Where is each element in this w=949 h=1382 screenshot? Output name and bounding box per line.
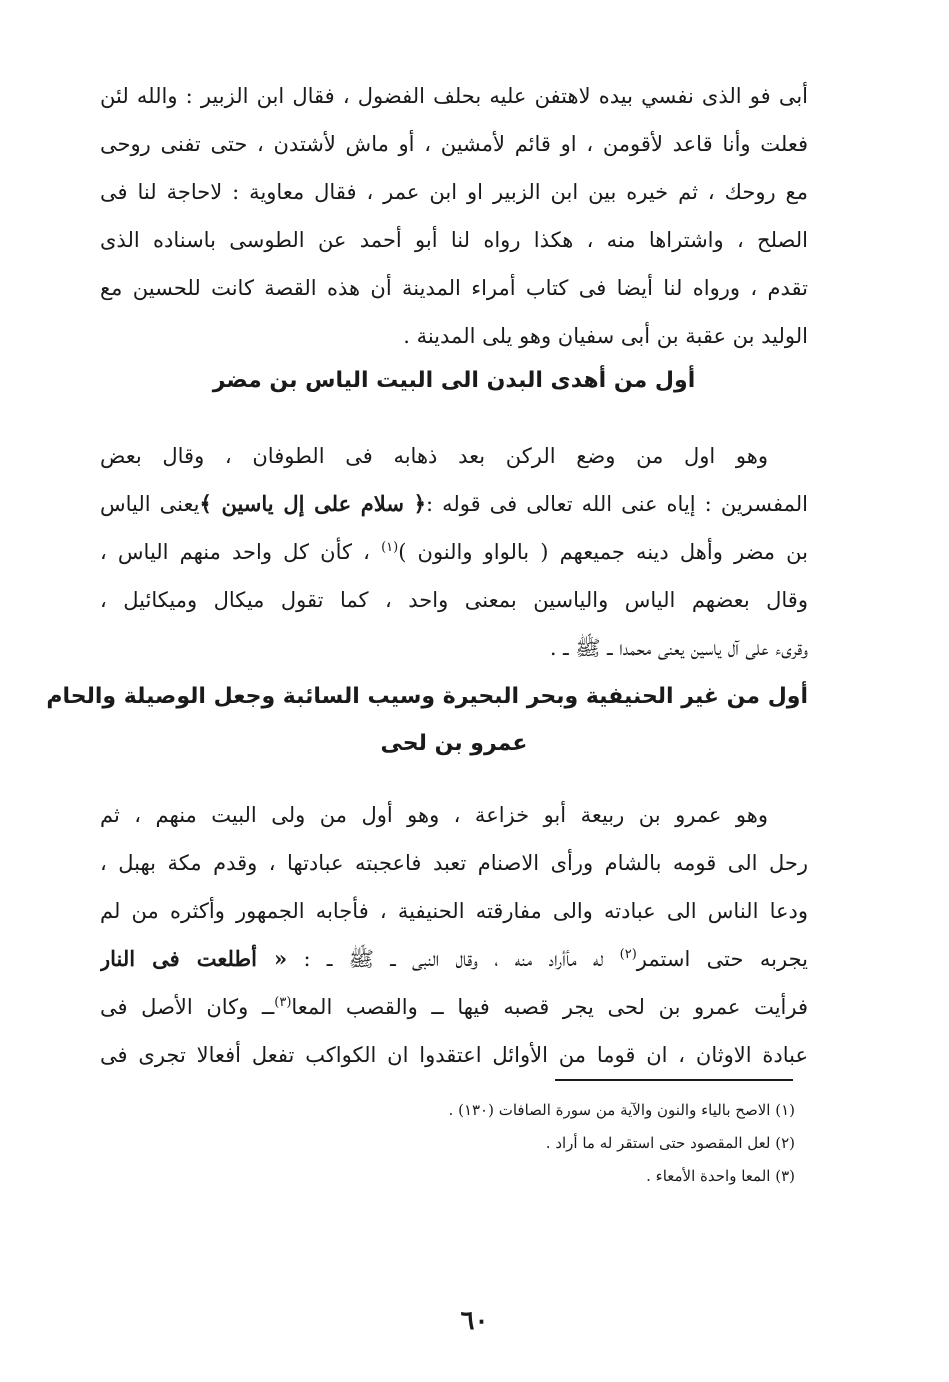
paragraph-1-line: الوليد بن عقبة بن أبى سفيان وهو يلى المدينة .: [403, 324, 808, 348]
section-heading-amr-line-1: أول من غير الحنيفية وبحر البحيرة وسيب السائبة وجعل الوصيلة والحام: [46, 684, 808, 709]
footnote-divider: [555, 1079, 793, 1081]
paragraph-3-line: [100, 935, 808, 983]
footnote-2: (٢) لعل المقصود حتى استقر له ما أراد .: [545, 1134, 795, 1152]
paragraph-3-line: [100, 983, 808, 1031]
text-run: له مأأراد منه ، وقال النبى ــ ﷺ ــ :: [303, 947, 604, 971]
paragraph-2-line: وقال بعضهم الياس والياسين بمعنى واحد ، كما تقول ميكال وميكائيل ،: [100, 588, 808, 612]
paragraph-1: [100, 72, 808, 360]
text-run: المفسرين : إياه عنى الله تعالى فى قوله :: [425, 492, 808, 516]
text-run: يجربه حتى استمر: [636, 947, 808, 971]
section-heading-ilyas: أول من أهدى البدن الى البيت الياس بن مضر: [212, 368, 696, 393]
paragraph-2-line: وقرىء على آل ياسين يعنى محمدا ــ ﷺ ــ .: [549, 636, 808, 660]
paragraph-3-line: رحل الى قومه بالشام ورأى الاصنام تعبد فاعجبته عبادتها ، وقدم مكة بهبل ،: [100, 851, 808, 875]
quran-quote: ﴿ سلام على إل ياسين ﴾: [199, 491, 426, 516]
paragraph-1-line: الصلح ، واشتراها منه ، هكذا رواه لنا أبو أحمد عن الطوسى باسناده الذى: [100, 228, 808, 252]
page-number: ٦٠: [460, 1306, 489, 1336]
footnote-ref-3[interactable]: (٣): [274, 995, 292, 1010]
footnote-ref-2[interactable]: (٢): [619, 947, 637, 962]
footnote-3: (٣) المعا واحدة الأمعاء .: [646, 1167, 795, 1185]
paragraph-3-line: عبادة الاوثان ، ان قوما من الأوائل اعتقدوا ان الكواكب تفعل أفعالا تجرى فى: [100, 1043, 808, 1067]
footnote-ref-1[interactable]: (١): [381, 540, 399, 555]
paragraph-1-line: مع روحك ، ثم خيره بين ابن الزبير او ابن عمر ، فقال معاوية : لاحاجة لنا فى: [100, 180, 808, 204]
paragraph-2-line: وهو اول من وضع الركن بعد ذهابه فى الطوفان ، وقال بعض: [100, 444, 768, 468]
text-run: فرأيت عمرو بن لحى يجر قصبه فيها ــ والقصب المعا: [291, 995, 808, 1019]
section-heading-amr-line-2: عمرو بن لحى: [380, 731, 528, 756]
footnote-1: (١) الاصح بالياء والنون والآية من سورة الصافات (١٣٠) .: [448, 1101, 795, 1119]
paragraph-1-line: فعلت وأنا قاعد لأقومن ، او قائم لأمشين ، أو ماش لأشتدن ، حتى تفنى روحى: [100, 132, 808, 156]
text-run: ــ وكان الأصل فى: [100, 995, 275, 1019]
paragraph-3: [100, 791, 808, 1079]
paragraph-1-line: تقدم ، ورواه لنا أيضا فى كتاب أمراء المدينة أن هذه القصة كانت للحسين مع: [100, 276, 808, 300]
paragraph-3-line: ودعا الناس الى عبادته والى مفارقته الحنيفية ، فأجابه الجمهور وأكثره من لم: [100, 899, 808, 923]
footnotes: [300, 1094, 795, 1193]
text-run: بن مضر وأهل دينه جميعهم ( بالواو والنون ): [398, 540, 808, 564]
paragraph-1-line: أبى فو الذى نفسي بيده لاهتفن عليه بحلف الفضول ، فقال ابن الزبير : والله لئن: [100, 84, 808, 108]
hadith-quote: « أطلعت فى النار: [100, 946, 288, 971]
paragraph-2-line: [100, 480, 808, 528]
paragraph-2: [100, 432, 808, 672]
text-run: يعنى الياس: [100, 492, 200, 516]
paragraph-2-line: [100, 528, 808, 576]
paragraph-3-line: وهو عمرو بن ربيعة أبو خزاعة ، وهو أول من ولى البيت منهم ، ثم: [100, 803, 768, 827]
text-run: ، كأن كل واحد منهم الياس ،: [100, 540, 370, 564]
